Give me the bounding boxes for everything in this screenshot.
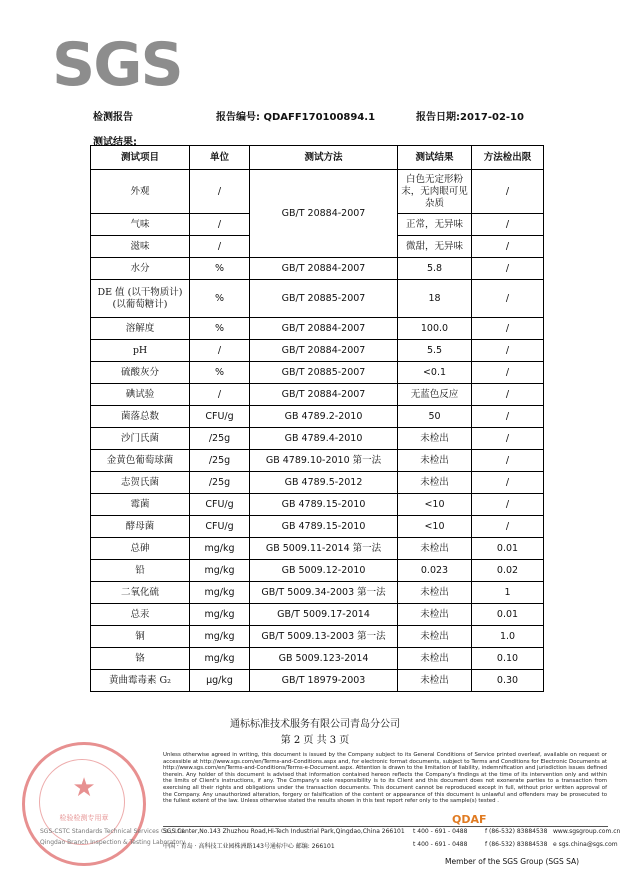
- cell-unit: /: [190, 340, 250, 362]
- cell-method: GB 4789.5-2012: [250, 472, 398, 494]
- cell-method: GB 4789.15-2010: [250, 516, 398, 538]
- cell-method: GB/T 20884-2007: [250, 170, 398, 258]
- cell-test-item: 铬: [91, 648, 190, 670]
- cell-result: 未检出: [398, 450, 472, 472]
- cell-unit: mg/kg: [190, 604, 250, 626]
- sgs-logo-text: SGS: [52, 30, 182, 100]
- cell-limit: 0.30: [472, 670, 544, 692]
- cell-method: GB/T 20884-2007: [250, 318, 398, 340]
- cell-unit: CFU/g: [190, 516, 250, 538]
- cell-limit: /: [472, 472, 544, 494]
- cell-result: <0.1: [398, 362, 472, 384]
- cell-result: 正常，无异味: [398, 214, 472, 236]
- cell-limit: /: [472, 170, 544, 214]
- cell-unit: /: [190, 236, 250, 258]
- cell-test-item: 酵母菌: [91, 516, 190, 538]
- cell-test-item: 外观: [91, 170, 190, 214]
- cell-limit: /: [472, 494, 544, 516]
- table-row: [91, 560, 544, 582]
- address-en-fax: f (86-532) 83884538: [485, 828, 548, 835]
- cell-limit: /: [472, 280, 544, 318]
- cell-method: GB 5009.12-2010: [250, 560, 398, 582]
- cell-limit: /: [472, 214, 544, 236]
- table-row: [91, 428, 544, 450]
- cell-limit: 1.0: [472, 626, 544, 648]
- cell-limit: /: [472, 362, 544, 384]
- table-row: [91, 362, 544, 384]
- cell-method: GB/T 5009.34-2003 第一法: [250, 582, 398, 604]
- qdaf-mark: QDAF: [452, 813, 487, 826]
- table-body: [91, 170, 544, 692]
- table-header-row: [91, 146, 544, 170]
- cell-unit: μg/kg: [190, 670, 250, 692]
- cell-limit: /: [472, 340, 544, 362]
- cell-method: GB 5009.11-2014 第一法: [250, 538, 398, 560]
- cell-unit: /: [190, 384, 250, 406]
- cell-unit: /25g: [190, 428, 250, 450]
- seal-text: 检验检测专用章: [59, 814, 109, 822]
- address-cn-fax: f (86-532) 83884538: [485, 841, 548, 848]
- report-number: 报告编号: QDAFF170100894.1: [216, 112, 376, 123]
- cell-result: 未检出: [398, 582, 472, 604]
- cell-test-item: 气味: [91, 214, 190, 236]
- cell-test-item: 水分: [91, 258, 190, 280]
- address-cn-mail: e sgs.china@sgs.com: [553, 841, 618, 848]
- cell-unit: %: [190, 362, 250, 384]
- cell-method: GB/T 18979-2003: [250, 670, 398, 692]
- cell-unit: mg/kg: [190, 648, 250, 670]
- stamp-line: SGS-CSTC Standards Technical Services Co., Ltd.: [40, 828, 186, 835]
- cell-limit: /: [472, 318, 544, 340]
- cell-test-item: 二氧化硫: [91, 582, 190, 604]
- cell-result: <10: [398, 494, 472, 516]
- cell-result: 未检出: [398, 428, 472, 450]
- section-title: 测试结果:: [93, 137, 137, 148]
- cell-method: GB 4789.10-2010 第一法: [250, 450, 398, 472]
- cell-unit: CFU/g: [190, 406, 250, 428]
- cell-limit: /: [472, 384, 544, 406]
- cell-limit: /: [472, 258, 544, 280]
- cell-result: 微甜，无异味: [398, 236, 472, 258]
- table-row: [91, 258, 544, 280]
- header-method: 测试方法: [250, 146, 398, 170]
- cell-result: 无蓝色反应: [398, 384, 472, 406]
- cell-test-item: 黄曲霉毒素 G₂: [91, 670, 190, 692]
- cell-method: GB/T 5009.17-2014: [250, 604, 398, 626]
- cell-result: 未检出: [398, 472, 472, 494]
- cell-unit: /: [190, 214, 250, 236]
- cell-limit: /: [472, 450, 544, 472]
- cell-unit: %: [190, 318, 250, 340]
- cell-limit: /: [472, 406, 544, 428]
- cell-unit: /25g: [190, 450, 250, 472]
- cell-result: 5.8: [398, 258, 472, 280]
- cell-test-item: 总砷: [91, 538, 190, 560]
- cell-result: 未检出: [398, 648, 472, 670]
- cell-limit: /: [472, 428, 544, 450]
- report-date: 报告日期:2017-02-10: [416, 112, 524, 123]
- cell-limit: 0.01: [472, 604, 544, 626]
- table-row: [91, 406, 544, 428]
- cell-unit: CFU/g: [190, 494, 250, 516]
- header-test-item: 测试项目: [91, 146, 190, 170]
- table-row: [91, 648, 544, 670]
- cell-method: GB 4789.4-2010: [250, 428, 398, 450]
- cell-unit: mg/kg: [190, 626, 250, 648]
- table-row: [91, 450, 544, 472]
- table-row: [91, 604, 544, 626]
- cell-unit: mg/kg: [190, 582, 250, 604]
- divider: [163, 826, 608, 827]
- cell-result: 未检出: [398, 604, 472, 626]
- member-line: Member of the SGS Group (SGS SA): [445, 857, 580, 866]
- cell-test-item: 溶解度: [91, 318, 190, 340]
- cell-unit: /: [190, 170, 250, 214]
- header-limit: 方法检出限: [472, 146, 544, 170]
- cell-unit: /25g: [190, 472, 250, 494]
- table-row: [91, 472, 544, 494]
- cell-test-item: 铅: [91, 560, 190, 582]
- table-row: [91, 494, 544, 516]
- company-name: 通标标准技术服务有限公司青岛分公司: [230, 719, 400, 730]
- cell-result: 18: [398, 280, 472, 318]
- table-row: [91, 318, 544, 340]
- stamp-line: Qingdao Branch Inspection & Testing Laboratory: [40, 839, 186, 846]
- cell-result: 未检出: [398, 670, 472, 692]
- cell-test-item: 金黄色葡萄球菌: [91, 450, 190, 472]
- table-row: [91, 384, 544, 406]
- cell-unit: %: [190, 258, 250, 280]
- cell-result: 100.0: [398, 318, 472, 340]
- cell-method: GB 4789.15-2010: [250, 494, 398, 516]
- cell-method: GB/T 20884-2007: [250, 258, 398, 280]
- cell-result: 0.023: [398, 560, 472, 582]
- cell-unit: mg/kg: [190, 560, 250, 582]
- results-table: [90, 145, 544, 692]
- cell-method: GB 4789.2-2010: [250, 406, 398, 428]
- address-cn-tel: t 400 - 691 - 0488: [413, 841, 468, 848]
- page-number: 第 2 页 共 3 页: [280, 735, 350, 746]
- table-row: [91, 170, 544, 214]
- cell-limit: 1: [472, 582, 544, 604]
- cell-method: GB/T 20884-2007: [250, 340, 398, 362]
- address-en-tel: t 400 - 691 - 0488: [413, 828, 468, 835]
- cell-result: 5.5: [398, 340, 472, 362]
- cell-test-item: 霉菌: [91, 494, 190, 516]
- cell-test-item: 铜: [91, 626, 190, 648]
- cell-test-item: DE 值 (以干物质计)(以葡萄糖计): [91, 280, 190, 318]
- cell-test-item: 碘试验: [91, 384, 190, 406]
- cell-test-item: 菌落总数: [91, 406, 190, 428]
- cell-test-item: 滋味: [91, 236, 190, 258]
- cell-result: 白色无定形粉末，无肉眼可见杂质: [398, 170, 472, 214]
- table-row: [91, 516, 544, 538]
- cell-method: GB 5009.123-2014: [250, 648, 398, 670]
- cell-test-item: 总汞: [91, 604, 190, 626]
- cell-method: GB/T 5009.13-2003 第一法: [250, 626, 398, 648]
- cell-method: GB/T 20885-2007: [250, 280, 398, 318]
- cell-test-item: 志贺氏菌: [91, 472, 190, 494]
- cell-limit: 0.10: [472, 648, 544, 670]
- cell-result: 未检出: [398, 538, 472, 560]
- cell-limit: 0.01: [472, 538, 544, 560]
- cell-method: GB/T 20884-2007: [250, 384, 398, 406]
- cell-test-item: 沙门氏菌: [91, 428, 190, 450]
- cell-test-item: 硫酸灰分: [91, 362, 190, 384]
- sgs-logo: [52, 30, 182, 100]
- table-row: [91, 538, 544, 560]
- address-cn-text: 中国 · 青岛 · 高科技工业园株洲路143号通标中心 邮编: 266101: [163, 843, 335, 850]
- report-label: 检测报告: [93, 112, 133, 123]
- cell-unit: %: [190, 280, 250, 318]
- cell-result: <10: [398, 516, 472, 538]
- table-row: [91, 670, 544, 692]
- cell-limit: /: [472, 516, 544, 538]
- table-row: [91, 626, 544, 648]
- cell-method: GB/T 20885-2007: [250, 362, 398, 384]
- seal-star-icon: ★: [72, 773, 96, 803]
- cell-limit: /: [472, 236, 544, 258]
- table-row: [91, 280, 544, 318]
- cell-unit: mg/kg: [190, 538, 250, 560]
- cell-result: 50: [398, 406, 472, 428]
- table-row: [91, 340, 544, 362]
- terms-and-conditions: Unless otherwise agreed in writing, this document is issued by the Company subject to its General Conditions of Service printed overleaf, available on request or accessible at http://www.sgs.com/en/Terms-and-Conditions.aspx and, for electronic format documents, subject to Terms and Conditions for Electronic Documents at http://www.sgs.com/en/Terms-and-Conditions/Terms-e-Document.aspx. Attention is drawn to the limitation of liability, indemnification and jurisdiction issues defined therein. Any holder of this document is advised that information contained hereon reflects the Company's findings at the time of its intervention only and within the limits of Client's instructions, if any. The Company's sole responsibility is to its Client and this document does not exonerate parties to a transaction from exercising all their rights and obligations under the transaction documents. This document cannot be reproduced except in full, without prior written approval of the Company. Any unauthorized alteration, forgery or falsification of the content or appearance of this document is unlawful and offenders may be prosecuted to the fullest extent of the law. Unless otherwise stated the results shown in this test report refer only to the sample(s) tested .: [163, 752, 607, 805]
- table-row: [91, 582, 544, 604]
- header-unit: 单位: [190, 146, 250, 170]
- cell-result: 未检出: [398, 626, 472, 648]
- cell-test-item: pH: [91, 340, 190, 362]
- cell-limit: 0.02: [472, 560, 544, 582]
- address-en-text: SGS Center,No.143 Zhuzhou Road,Hi-Tech Industrial Park,Qingdao,China 266101: [163, 828, 405, 835]
- address-en-web: www.sgsgroup.com.cn: [553, 828, 621, 835]
- header-result: 测试结果: [398, 146, 472, 170]
